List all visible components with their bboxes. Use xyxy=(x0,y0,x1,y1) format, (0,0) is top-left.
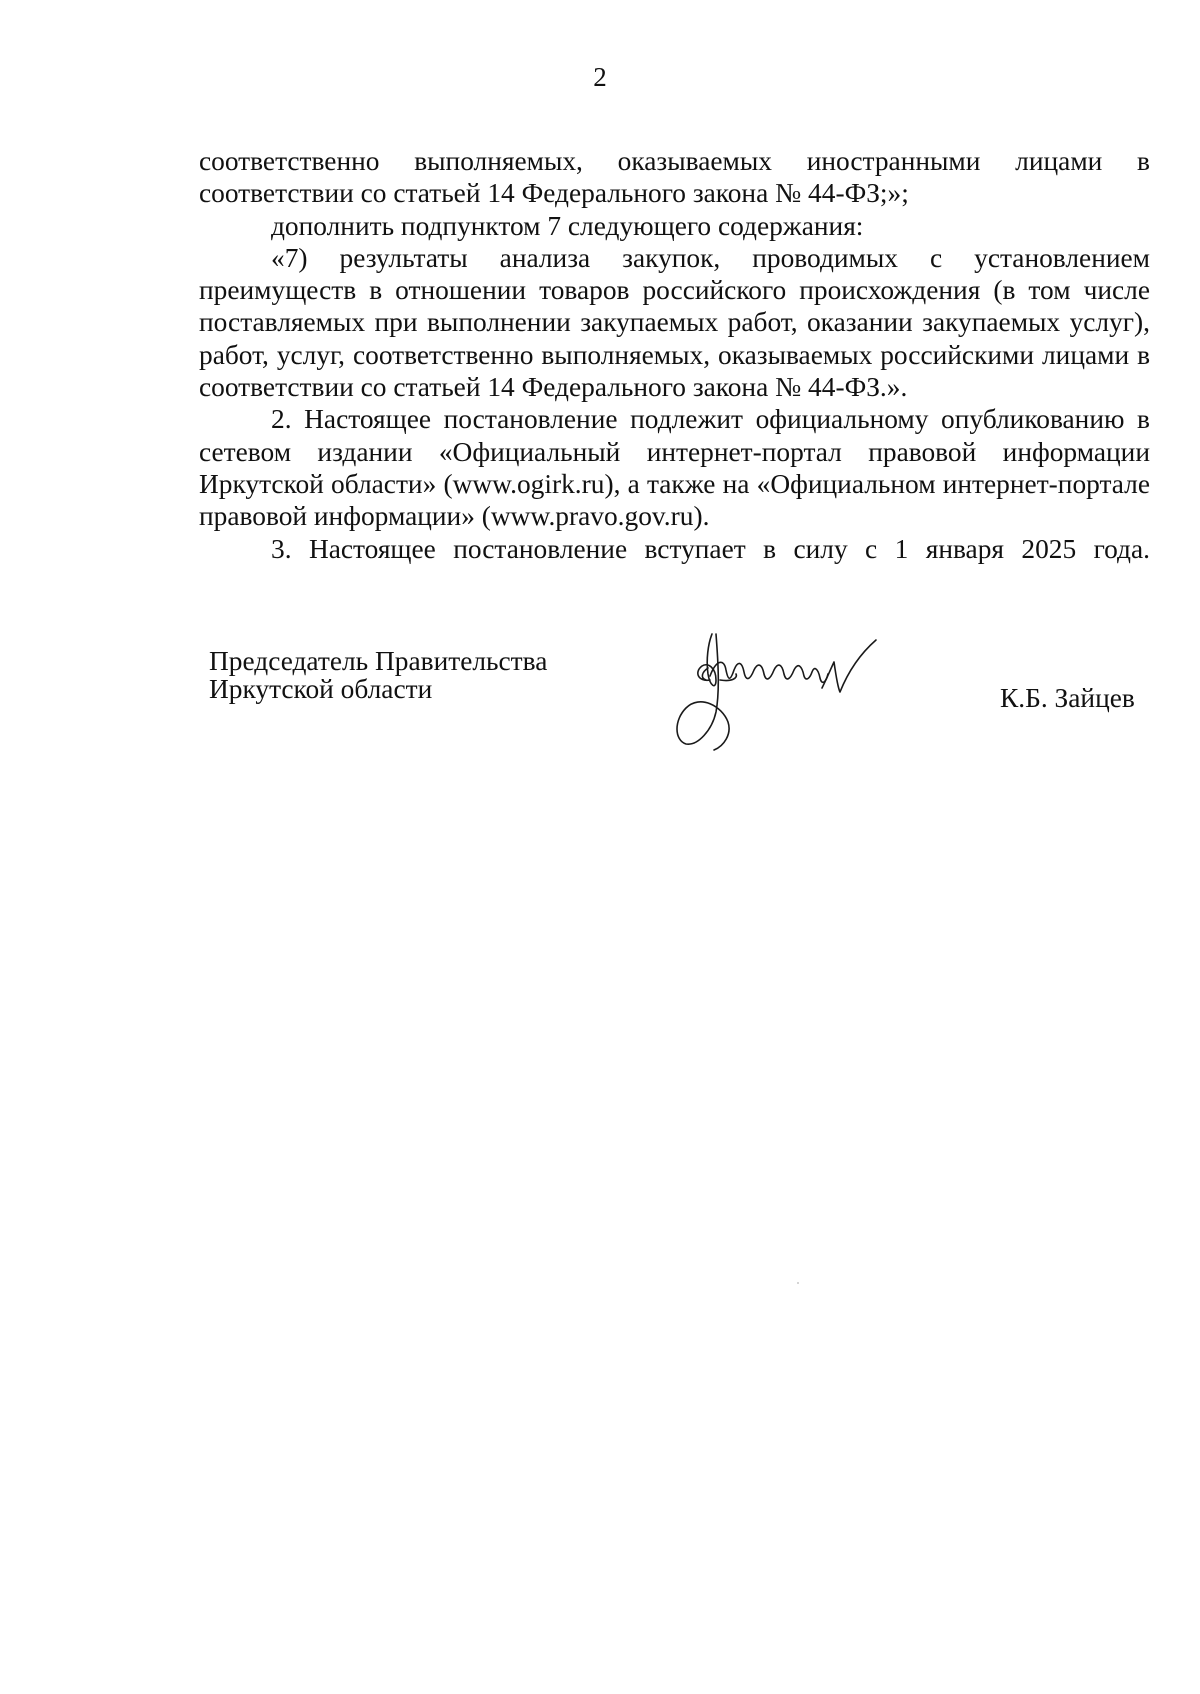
paragraph-item-2: 2. Настоящее постановление подлежит официальному опубликованию в сетевом издании «Официальный интернет-портал правовой информации Иркутской области» (www.ogirk.ru), а также на «Официальном интернет-портале правовой информации» (www.pravo.gov.ru). xyxy=(199,404,1150,532)
handwritten-signature xyxy=(672,620,932,770)
signatory-title-line-1: Председатель Правительства xyxy=(209,646,548,676)
paragraph-subitem-7: «7) результаты анализа закупок, проводимых с установлением преимуществ в отношении товаров российского происхождения (в том числе поставляемых при выполнении закупаемых работ, оказании закупаемых услуг), работ, услуг, соответственно выполняемых, оказываемых российскими лицами в соответствии со статьей 14 Федерального закона № 44-ФЗ.». xyxy=(199,242,1150,403)
signatory-title-line-2: Иркутской области xyxy=(209,674,433,704)
document-body xyxy=(199,145,1150,565)
paragraph-amendment-intro: дополнить подпунктом 7 следующего содержания: xyxy=(271,210,864,241)
signatory-title xyxy=(209,647,547,703)
page-number: 2 xyxy=(593,62,607,92)
scan-speck xyxy=(797,1282,799,1284)
signatory-name: К.Б. Зайцев xyxy=(1000,683,1135,713)
paragraph-continuation: соответственно выполняемых, оказываемых иностранными лицами в соответствии со статьей 14 Федерального закона № 44-ФЗ;»; xyxy=(199,146,1150,209)
paragraph-item-3: 3. Настоящее постановление вступает в силу с 1 января 2025 года. xyxy=(271,533,1150,564)
